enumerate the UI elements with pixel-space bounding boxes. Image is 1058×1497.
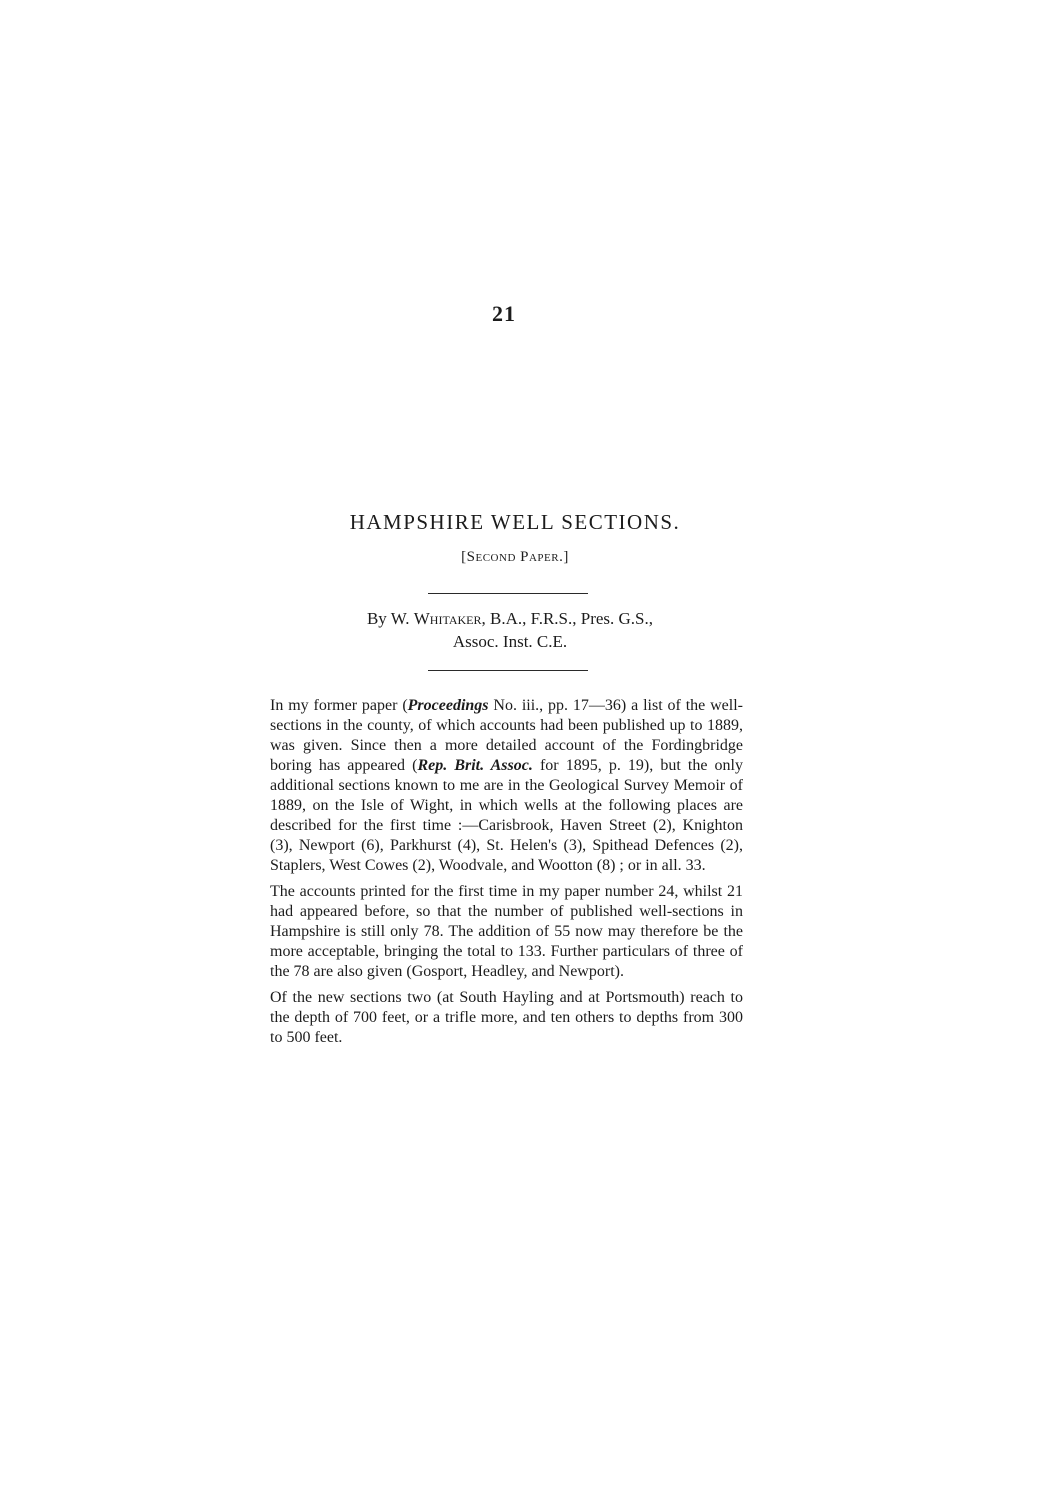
divider-rule-top [428, 593, 588, 594]
paragraph-3: Of the new sections two (at South Hayling and at Portsmouth) reach to the depth of 700 feet, or a trifle more, and ten others to depths from 300 to 500 feet. [270, 989, 743, 1046]
author-name: Whitaker [413, 609, 482, 628]
article-body [270, 696, 743, 1054]
divider-rule-bottom [428, 670, 588, 671]
paragraph-1-part-3: for 1895, p. 19), but the only additional sections known to me are in the Geological Survey Memoir of 1889, on the Isle of Wight, in which wells at the following places are described for the first time :—Carisbrook, Haven Street (2), Knighton (3), Newport (6), Parkhurst (4), St. Helen's (3), Spithead Defences (2), Staplers, West Cowes (2), Woodvale, and Wootton (8) ; or in all. 33. [270, 757, 743, 874]
paragraph-1-part-2: No. iii., pp. 17—36) a list of the well-sections in the county, of which accounts had been published up to 1889, was given. Since then a more detailed account of the Fordingbridge boring has appeared ( [270, 697, 743, 774]
paragraph-2: The accounts printed for the first time in my paper number 24, whilst 21 had appeared before, so that the number of published well-sections in Hampshire is still only 78. The addition of 55 now may therefore be the more acceptable, bringing the total to 133. Further particulars of three of the 78 are also given (Gosport, Headley, and Newport). [270, 883, 743, 980]
author-credentials-2: Assoc. Inst. C.E. [452, 632, 568, 651]
byline-line-1 [270, 607, 750, 630]
article-subtitle: [Second Paper.] [461, 549, 569, 565]
byline-by: By W. [366, 609, 414, 628]
article-title: HAMPSHIRE WELL SECTIONS. [349, 510, 681, 534]
rep-brit-assoc-reference: Rep. Brit. Assoc. [417, 757, 533, 774]
proceedings-reference: Proceedings [407, 697, 489, 714]
paragraph-1-part-1: In my former paper ( [270, 697, 408, 714]
page-number: 21 [492, 301, 516, 326]
author-credentials-1: , B.A., F.R.S., Pres. G.S., [481, 609, 654, 628]
author-byline [270, 607, 750, 653]
paragraph-1 [270, 696, 743, 876]
